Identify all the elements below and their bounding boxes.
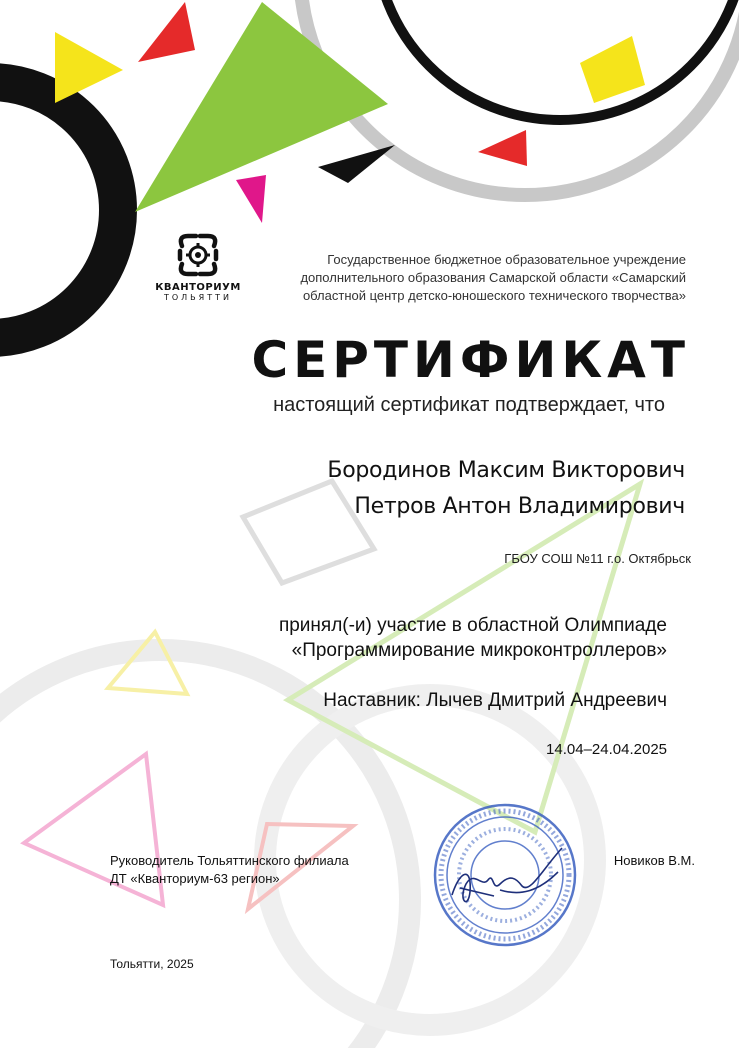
organization-line-3: областной центр детско-юношеского технического творчества» [302, 288, 686, 303]
black-triangle [318, 145, 395, 183]
logo-name: КВАНТОРИУМ [155, 282, 241, 293]
mentor-name: Наставник: Лычев Дмитрий Андреевич [323, 690, 667, 711]
official-seal-icon [430, 800, 580, 950]
black-ring-top [375, 0, 739, 120]
recipient-name-1: Бородинов Максим Викторович [327, 458, 685, 483]
yellow-square [580, 36, 645, 103]
organization-line-2: дополнительного образования Самарской области «Самарский [300, 270, 686, 285]
signatory-title-line-1: Руководитель Тольяттинского филиала [110, 853, 349, 868]
participation-line-1: принял(-и) участие в областной Олимпиаде [278, 615, 667, 636]
black-ring-left [0, 82, 118, 338]
kvantorium-logo [150, 232, 246, 318]
handwritten-signature-icon [452, 848, 562, 902]
red-triangle-top [138, 2, 195, 62]
signatory-title-line-2: ДТ «Кванториум-63 регион» [110, 871, 280, 886]
organization-line-1: Государственное бюджетное образовательное учреждение [327, 252, 686, 267]
organization-name [240, 251, 686, 305]
signatory-name: Новиков В.М. [613, 853, 695, 868]
certificate-title: СЕРТИФИКАТ [251, 331, 690, 389]
yellow-triangle [55, 32, 123, 103]
school-name: ГБОУ СОШ №11 г.о. Октябрьск [504, 551, 691, 566]
certificate-subtitle: настоящий сертификат подтверждает, что [273, 394, 665, 416]
kvantorium-logo-icon [174, 232, 222, 278]
participation-line-2: «Программирование микроконтроллеров» [291, 640, 667, 661]
logo-city: ТОЛЬЯТТИ [163, 293, 232, 302]
magenta-triangle [236, 175, 266, 223]
recipient-name-2: Петров Антон Владимирович [354, 494, 685, 519]
place-and-year: Тольятти, 2025 [110, 957, 194, 971]
red-triangle-right [478, 130, 527, 166]
event-dates: 14.04–24.04.2025 [546, 741, 667, 758]
